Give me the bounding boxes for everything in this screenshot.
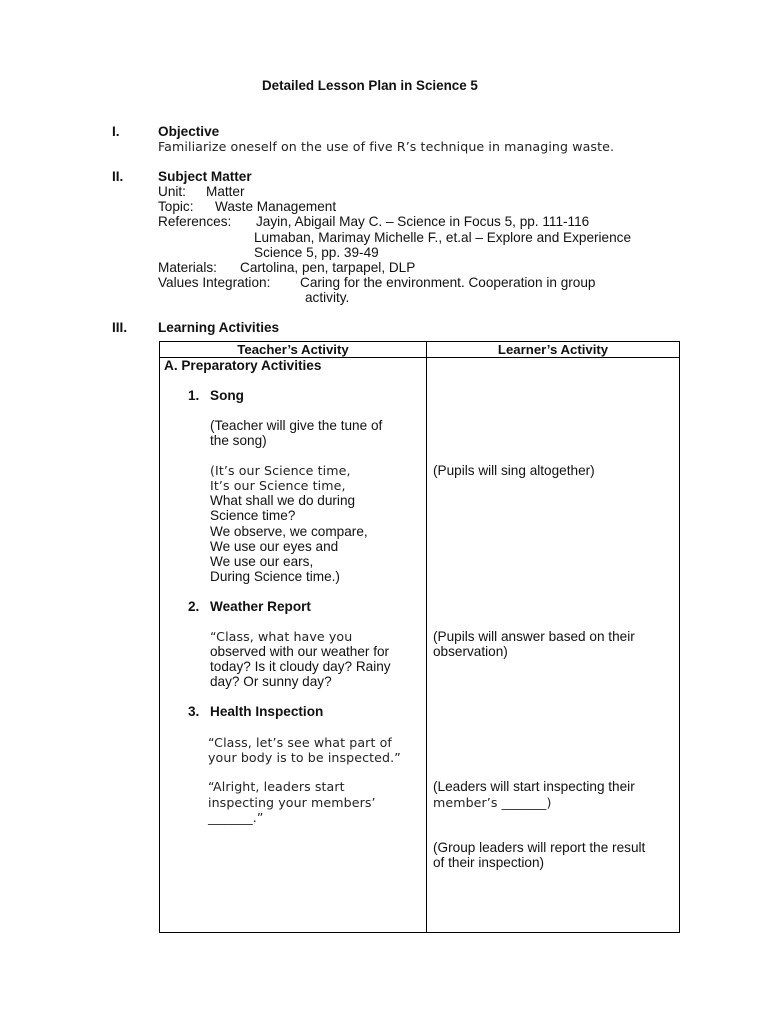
values-integration-line: activity. — [305, 290, 350, 305]
song-lyric-line: What shall we do during — [210, 493, 356, 508]
song-note-line: the song) — [210, 433, 267, 448]
weather-teacher-line: observed with our weather for — [210, 644, 390, 659]
values-integration-label: Values Integration: — [158, 275, 271, 290]
song-lyric-line: We observe, we compare, — [210, 524, 368, 539]
materials-label: Materials: — [158, 260, 217, 275]
reference-line: Jayin, Abigail May C. – Science in Focus 5, pp. 111-116 — [256, 214, 590, 229]
song-note-line: (Teacher will give the tune of — [210, 418, 383, 433]
weather-teacher-line: “Class, what have you — [210, 629, 353, 644]
song-number: 1. — [188, 388, 200, 403]
song-learner-response: (Pupils will sing altogether) — [433, 463, 595, 478]
health-teacher-line: “Class, let’s see what part of — [208, 735, 392, 750]
teacher-activity-cell — [160, 358, 427, 933]
learning-activities-heading: Learning Activities — [158, 320, 280, 335]
unit-label: Unit: — [158, 184, 186, 199]
subject-matter-heading: Subject Matter — [158, 169, 252, 184]
health-teacher-line: _______.” — [208, 810, 264, 825]
song-lyric-line: We use our ears, — [210, 554, 314, 569]
values-integration-line: Caring for the environment. Cooperation in group — [300, 275, 596, 290]
health-number: 3. — [188, 704, 200, 719]
objective-text: Familiarize oneself on the use of five R’s technique in managing waste. — [158, 139, 615, 154]
weather-learner-line: (Pupils will answer based on their — [433, 629, 635, 644]
objective-numeral: I. — [112, 124, 120, 139]
references-label: References: — [158, 214, 232, 229]
health-teacher-line: inspecting your members’ — [208, 795, 376, 810]
song-lyric-line: (It’s our Science time, — [210, 463, 351, 478]
materials-value: Cartolina, pen, tarpapel, DLP — [240, 260, 416, 275]
health-teacher-line: your body is to be inspected.” — [208, 750, 401, 765]
song-lyric-line: Science time? — [210, 508, 296, 523]
health-learner-line: member’s _______) — [433, 795, 552, 810]
learning-activities-table — [159, 341, 680, 933]
song-lyric-line: We use our eyes and — [210, 539, 339, 554]
subject-matter-numeral: II. — [112, 169, 124, 184]
weather-teacher-line: today? Is it cloudy day? Rainy — [210, 659, 391, 674]
learner-activity-cell — [427, 358, 680, 933]
objective-heading: Objective — [158, 124, 220, 139]
learner-activity-header: Learner’s Activity — [427, 342, 680, 358]
song-lyric-line: During Science time.) — [210, 569, 340, 584]
preparatory-activities-heading: A. Preparatory Activities — [164, 358, 322, 373]
teacher-activity-header: Teacher’s Activity — [160, 342, 427, 358]
weather-number: 2. — [188, 599, 200, 614]
reference-line: Science 5, pp. 39-49 — [254, 245, 379, 260]
health-learner-line: of their inspection) — [433, 855, 545, 870]
topic-label: Topic: — [158, 199, 194, 214]
health-teacher-line: “Alright, leaders start — [208, 779, 345, 794]
weather-teacher-line: day? Or sunny day? — [210, 674, 332, 689]
unit-value: Matter — [206, 184, 245, 199]
weather-learner-line: observation) — [433, 644, 508, 659]
learning-activities-numeral: III. — [112, 320, 128, 335]
health-title: Health Inspection — [210, 704, 324, 719]
reference-line: Lumaban, Marimay Michelle F., et.al – Explore and Experience — [254, 230, 632, 245]
song-lyric-line: It’s our Science time, — [210, 478, 346, 493]
song-title: Song — [210, 388, 244, 403]
weather-title: Weather Report — [210, 599, 311, 614]
health-learner-line: (Leaders will start inspecting their — [433, 779, 635, 794]
health-learner-line: (Group leaders will report the result — [433, 840, 646, 855]
page-title: Detailed Lesson Plan in Science 5 — [262, 78, 478, 93]
topic-value: Waste Management — [215, 199, 337, 214]
